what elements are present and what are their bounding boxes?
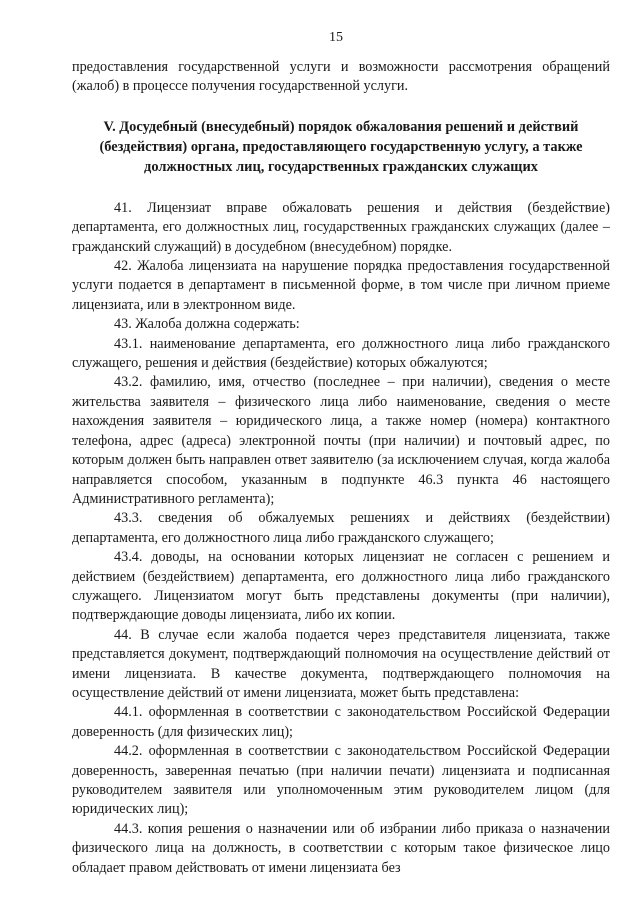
paragraph-44-3: 44.3. копия решения о назначении или об избрании либо приказа о назначении физического лица на должность, в соответствии с которым такое физическое лицо обладает правом действовать от имени лицензиата без [72, 820, 610, 876]
paragraph-41: 41. Лицензиат вправе обжаловать решения и действия (бездействие) департамента, его должностных лиц, государственных гражданских служащих (далее – гражданский служащий) в досудебном (внесудебном) порядке. [72, 199, 610, 255]
paragraph-43-4: 43.4. доводы, на основании которых лицензиат не согласен с решением и действием (бездействием) департамента, его должностного лица либо гражданского служащего. Лицензиатом могут быть представлены документы (при наличии), подтверждающие доводы лицензиата, либо их копии. [72, 549, 610, 624]
paragraph-42: 42. Жалоба лицензиата на нарушение порядка предоставления государственной услуги подается в департамент в письменной форме, в том числе при личном приеме лицензиата, или в электронном виде. [72, 258, 610, 313]
page-number: 15 [329, 30, 343, 45]
paragraph-43-2: 43.2. фамилию, имя, отчество (последнее – при наличии), сведения о месте жительства заявителя – физического лица либо наименование, сведения о месте нахождения заявителя – юридического лица, а также номер (номера) контактного телефона, адрес (адреса) электронной почты (при наличии) и почтовый адрес, по которым должен быть направлен ответ заявителю (за исключением случая, когда жалоба направляется способом, указанным в подпункте 46.3 пункта 46 настоящего Административного регламента); [72, 374, 610, 507]
paragraph-43-3: 43.3. сведения об обжалуемых решениях и действиях (бездействии) департамента, его должностного лица либо гражданского служащего; [72, 510, 610, 546]
paragraph-43-1: 43.1. наименование департамента, его должностного лица либо гражданского служащего, решения и действия (бездействие) которых обжалуются; [72, 335, 610, 372]
section-heading: V. Досудебный (внесудебный) порядок обжалования решений и действий (бездействия) органа, предоставляющего государственную услугу, а также должностных лиц, государственных гражданских служащих [99, 118, 583, 175]
paragraph-continuation: предоставления государственной услуги и возможности рассмотрения обращений (жалоб) в процессе получения государственной услуги. [72, 59, 610, 95]
paragraph-43: 43. Жалоба должна содержать: [114, 316, 300, 333]
paragraph-44-2: 44.2. оформленная в соответствии с законодательством Российской Федерации доверенность, заверенная печатью (при наличии печати) лицензиата и подписанная руководителем заявителя или уполномоченным этим руководителем лицом (для юридических лиц); [72, 743, 610, 818]
paragraph-44: 44. В случае если жалоба подается через представителя лицензиата, также представляется документ, подтверждающий полномочия на осуществление действий от имени лицензиата. В качестве документа, подтверждающего полномочия на осуществление действий от имени лицензиата, может быть представлена: [72, 626, 610, 701]
paragraph-44-1: 44.1. оформленная в соответствии с законодательством Российской Федерации доверенность (для физических лиц); [72, 704, 610, 740]
